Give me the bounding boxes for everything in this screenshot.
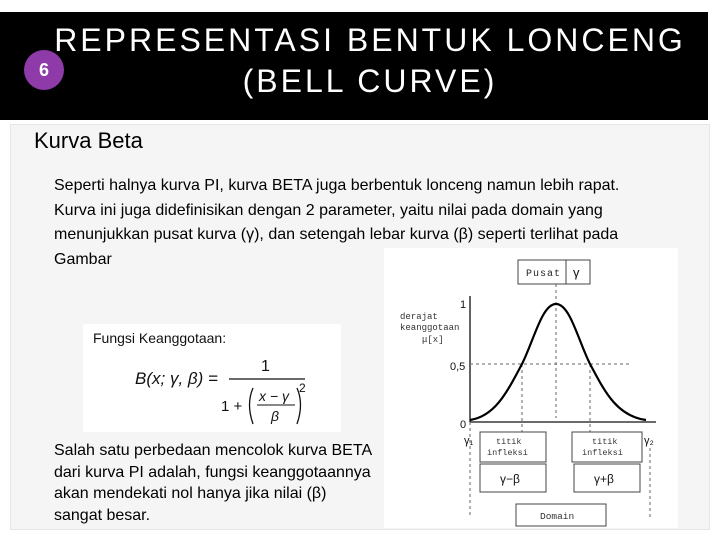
right-inflection-label-1: titik: [592, 437, 618, 447]
formula-one-plus: 1 +: [221, 398, 243, 415]
formula-title: Fungsi Keanggotaan:: [93, 330, 227, 346]
left-inflection-label-1: titik: [496, 437, 522, 447]
x-label-left: γ₁: [464, 435, 474, 447]
pusat-label: Pusat: [526, 269, 562, 280]
y-axis-label-1: derajat: [400, 312, 438, 322]
y-axis-label-2: keanggotaan: [400, 323, 460, 333]
formula-inner-denominator: β: [271, 408, 279, 424]
bell-curve-diagram: [384, 248, 678, 528]
title-line-1: REPRESENTASI BENTUK LONCENG: [54, 22, 686, 58]
bell-curve-line: [470, 304, 646, 420]
gamma-plus-beta-label: γ+β: [594, 472, 614, 486]
left-inflection-label-2: infleksi: [487, 448, 528, 458]
x-label-right: γ₂: [644, 435, 654, 447]
y-axis-label-3: μ[x]: [422, 335, 444, 345]
right-inflection-label-2: infleksi: [582, 448, 623, 458]
formula-inner-numerator: x − γ: [259, 388, 289, 404]
slide-title: [40, 20, 700, 102]
title-line-2: (BELL CURVE): [242, 63, 498, 99]
pusat-gamma: γ: [573, 265, 580, 280]
formula-expression: [83, 324, 341, 432]
gamma-minus-beta-label: γ−β: [500, 472, 520, 486]
y-tick-1: 1: [460, 299, 467, 311]
formula-exponent: 2: [299, 381, 306, 395]
bell-curve-figure: [384, 248, 678, 528]
y-tick-0: 0: [460, 419, 467, 431]
formula-left-paren: [250, 388, 254, 424]
formula-numerator: 1: [261, 358, 270, 375]
section-heading: Kurva Beta: [34, 128, 143, 153]
description-paragraph: Seperti halnya kurva PI, kurva BETA juga berbentuk lonceng namun lebih rapat. Kurva ini juga didefinisikan dengan 2 parameter, yaitu nilai pada domain yang menunjukkan pusat kurva (γ), dan setengah lebar kurva (β) seperti terlihat pada Gambar: [54, 177, 620, 268]
note-paragraph: Salah satu perbedaan mencolok kurva BETA dari kurva PI adalah, fungsi keanggotaannya akan mendekati nol hanya jika nilai (β) sangat besar.: [54, 442, 372, 524]
y-tick-0-5: 0,5: [450, 361, 466, 373]
formula-image: [83, 324, 341, 432]
slide-number-badge: 6: [24, 50, 64, 90]
domain-label: Domain: [540, 511, 575, 522]
title-bar: [0, 12, 708, 120]
formula-lhs: B(x; γ, β) =: [135, 369, 218, 388]
